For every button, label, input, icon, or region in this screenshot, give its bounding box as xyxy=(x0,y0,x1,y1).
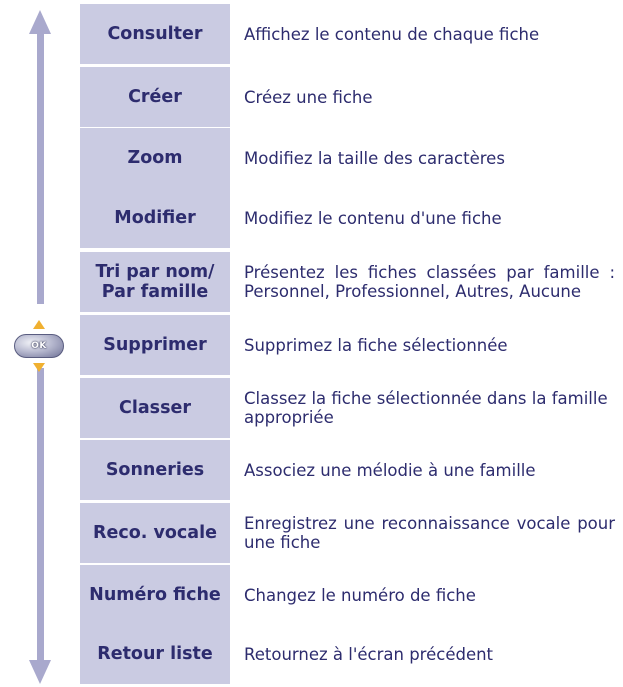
menu-item-label: Modifier xyxy=(80,188,230,248)
menu-item-description: Créez une fiche xyxy=(244,87,373,107)
scroll-down-track xyxy=(37,368,44,664)
menu-item-label: Consulter xyxy=(80,4,230,64)
menu-item-supprimer[interactable] xyxy=(80,313,623,377)
menu-item-sonneries[interactable] xyxy=(80,438,623,502)
menu-item-classer[interactable] xyxy=(80,376,623,440)
menu-item-label: Zoom xyxy=(80,128,230,188)
menu-item-description: Retournez à l'écran précédent xyxy=(244,644,494,664)
menu-item-description: Changez le numéro de fiche xyxy=(244,585,476,605)
menu-item-label: Reco. vocale xyxy=(80,503,230,563)
menu-item-consulter[interactable] xyxy=(80,2,623,66)
menu-item-description: Modifiez le contenu d'une fiche xyxy=(244,208,502,228)
menu-item-description: Affichez le contenu de chaque fiche xyxy=(244,24,540,44)
nav-down-icon[interactable] xyxy=(33,363,45,372)
menu-item-tri-par-nom[interactable] xyxy=(80,250,623,314)
menu-item-label: Classer xyxy=(80,378,230,438)
menu-item-modifier[interactable] xyxy=(80,186,623,250)
menu-item-zoom[interactable] xyxy=(80,126,623,190)
ok-button-label: OK xyxy=(31,341,47,351)
scroll-up-track xyxy=(37,24,44,304)
ok-navigation-key[interactable] xyxy=(14,320,64,372)
arrow-down-icon[interactable] xyxy=(29,660,51,684)
menu-item-label: Créer xyxy=(80,67,230,127)
menu-item-description: Classez la fiche sélectionnée dans la famille appropriée xyxy=(244,389,608,427)
ok-button[interactable] xyxy=(14,334,64,358)
menu-item-numero-fiche[interactable] xyxy=(80,563,623,627)
menu-item-description: Associez une mélodie à une famille xyxy=(244,460,536,480)
menu-item-description: Présentez les fiches classées par famille : Personnel, Professionnel, Autres, Aucune xyxy=(244,263,615,301)
nav-up-icon[interactable] xyxy=(33,320,45,329)
menu-item-description: Supprimez la fiche sélectionnée xyxy=(244,335,508,355)
menu-item-label: Sonneries xyxy=(80,440,230,500)
menu-item-creer[interactable] xyxy=(80,65,623,129)
menu-item-reco-vocale[interactable] xyxy=(80,501,623,565)
menu-item-description: Enregistrez une reconnaissance vocale pour une fiche xyxy=(244,514,615,552)
menu-item-label: Numéro fiche xyxy=(80,565,230,625)
menu-item-label: Supprimer xyxy=(80,315,230,375)
menu-item-label: Tri par nom/ Par famille xyxy=(80,252,230,312)
menu-item-retour-liste[interactable] xyxy=(80,622,623,686)
menu-item-label: Retour liste xyxy=(80,624,230,684)
arrow-up-icon[interactable] xyxy=(29,10,51,34)
menu-item-description: Modifiez la taille des caractères xyxy=(244,148,505,168)
